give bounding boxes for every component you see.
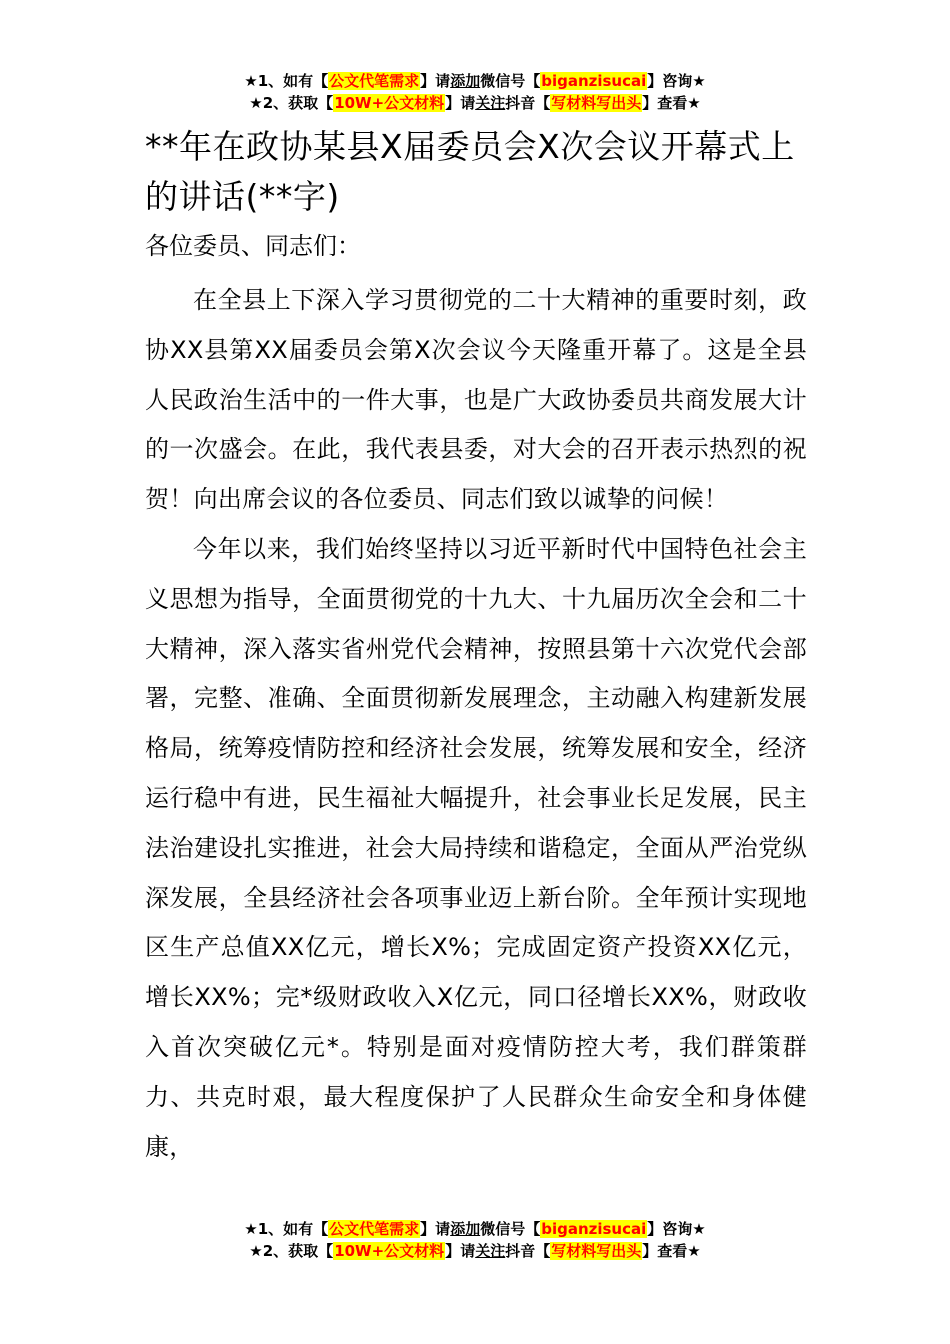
header-banner-add-underlined: 添加 <box>450 72 481 90</box>
footer-banner-line-2 <box>0 1240 950 1262</box>
header-banner-line-1-suffix: 】咨询★ <box>647 72 706 90</box>
footer-banner-line-2-suffix: 】查看★ <box>642 1242 701 1260</box>
footer-banner <box>0 1218 950 1262</box>
body-paragraph-2: 今年以来，我们始终坚持以习近平新时代中国特色社会主义思想为指导，全面贯彻党的十九大、十九届历次全会和二十大精神，深入落实省州党代会精神，按照县第十六次党代会部署，完整、准确、全面贯彻新发展理念，主动融入构建新发展格局，统筹疫情防控和经济社会发展，统筹发展和安全，经济运行稳中有进，民生福祉大幅提升，社会事业长足发展，民主法治建设扎实推进，社会大局持续和谐稳定，全面从严治党纵深发展，全县经济社会各项事业迈上新台阶。全年预计实现地区生产总值XX亿元，增长X%；完成固定资产投资XX亿元，增长XX%；完*级财政收入X亿元，同口径增长XX%，财政收入首次突破亿元*。特别是面对疫情防控大考，我们群策群力、共克时艰，最大程度保护了人民群众生命安全和身体健康， <box>145 534 807 1161</box>
header-banner-line-1 <box>0 70 950 92</box>
header-banner-douyin-highlight: 写材料写出头 <box>551 94 642 112</box>
header-banner-line-2-prefix: ★2、获取【 <box>249 94 334 112</box>
footer-banner-line-1 <box>0 1218 950 1240</box>
salutation: 各位委员、同志们： <box>145 232 361 260</box>
footer-banner-follow-underlined: 关注 <box>475 1242 506 1260</box>
header-banner-ghostwriting-highlight: 公文代笔需求 <box>329 72 420 90</box>
body-paragraph-1: 在全县上下深入学习贯彻党的二十大精神的重要时刻，政协XX县第XX届委员会第X次会议今天隆重开幕了。这是全县人民政治生活中的一件大事，也是广大政协委员共商发展大计的一次盛会。在此，我代表县委，对大会的召开表示热烈的祝贺！向出席会议的各位委员、同志们致以诚挚的问候！ <box>145 286 807 514</box>
header-banner-line-2-mid2: 抖音【 <box>505 94 551 112</box>
footer-banner-line-1-suffix: 】咨询★ <box>647 1220 706 1238</box>
header-banner-line-1-mid1: 】请 <box>420 72 451 90</box>
footer-banner-line-2-mid2: 抖音【 <box>505 1242 551 1260</box>
footer-banner-line-1-mid2: 微信号【 <box>480 1220 541 1238</box>
footer-banner-add-underlined: 添加 <box>450 1220 481 1238</box>
header-banner-line-1-mid2: 微信号【 <box>480 72 541 90</box>
header-banner <box>0 70 950 114</box>
footer-banner-line-1-prefix: ★1、如有【 <box>244 1220 329 1238</box>
header-banner-line-2-mid1: 】请 <box>445 94 476 112</box>
footer-banner-ghostwriting-highlight: 公文代笔需求 <box>329 1220 420 1238</box>
document-body <box>145 276 807 1172</box>
header-banner-follow-underlined: 关注 <box>475 94 506 112</box>
footer-banner-line-2-prefix: ★2、获取【 <box>249 1242 334 1260</box>
footer-banner-wechat-id-highlight: biganzisucai <box>541 1220 647 1238</box>
header-banner-line-2 <box>0 92 950 114</box>
footer-banner-materials-highlight: 10W+公文材料 <box>334 1242 445 1260</box>
footer-banner-line-1-mid1: 】请 <box>420 1220 451 1238</box>
header-banner-materials-highlight: 10W+公文材料 <box>334 94 445 112</box>
header-banner-line-2-suffix: 】查看★ <box>642 94 701 112</box>
header-banner-line-1-prefix: ★1、如有【 <box>244 72 329 90</box>
footer-banner-douyin-highlight: 写材料写出头 <box>551 1242 642 1260</box>
footer-banner-line-2-mid1: 】请 <box>445 1242 476 1260</box>
document-title: **年在政协某县Ⅹ届委员会Ⅹ次会议开幕式上的讲话(**字) <box>145 127 795 216</box>
header-banner-wechat-id-highlight: biganzisucai <box>541 72 647 90</box>
